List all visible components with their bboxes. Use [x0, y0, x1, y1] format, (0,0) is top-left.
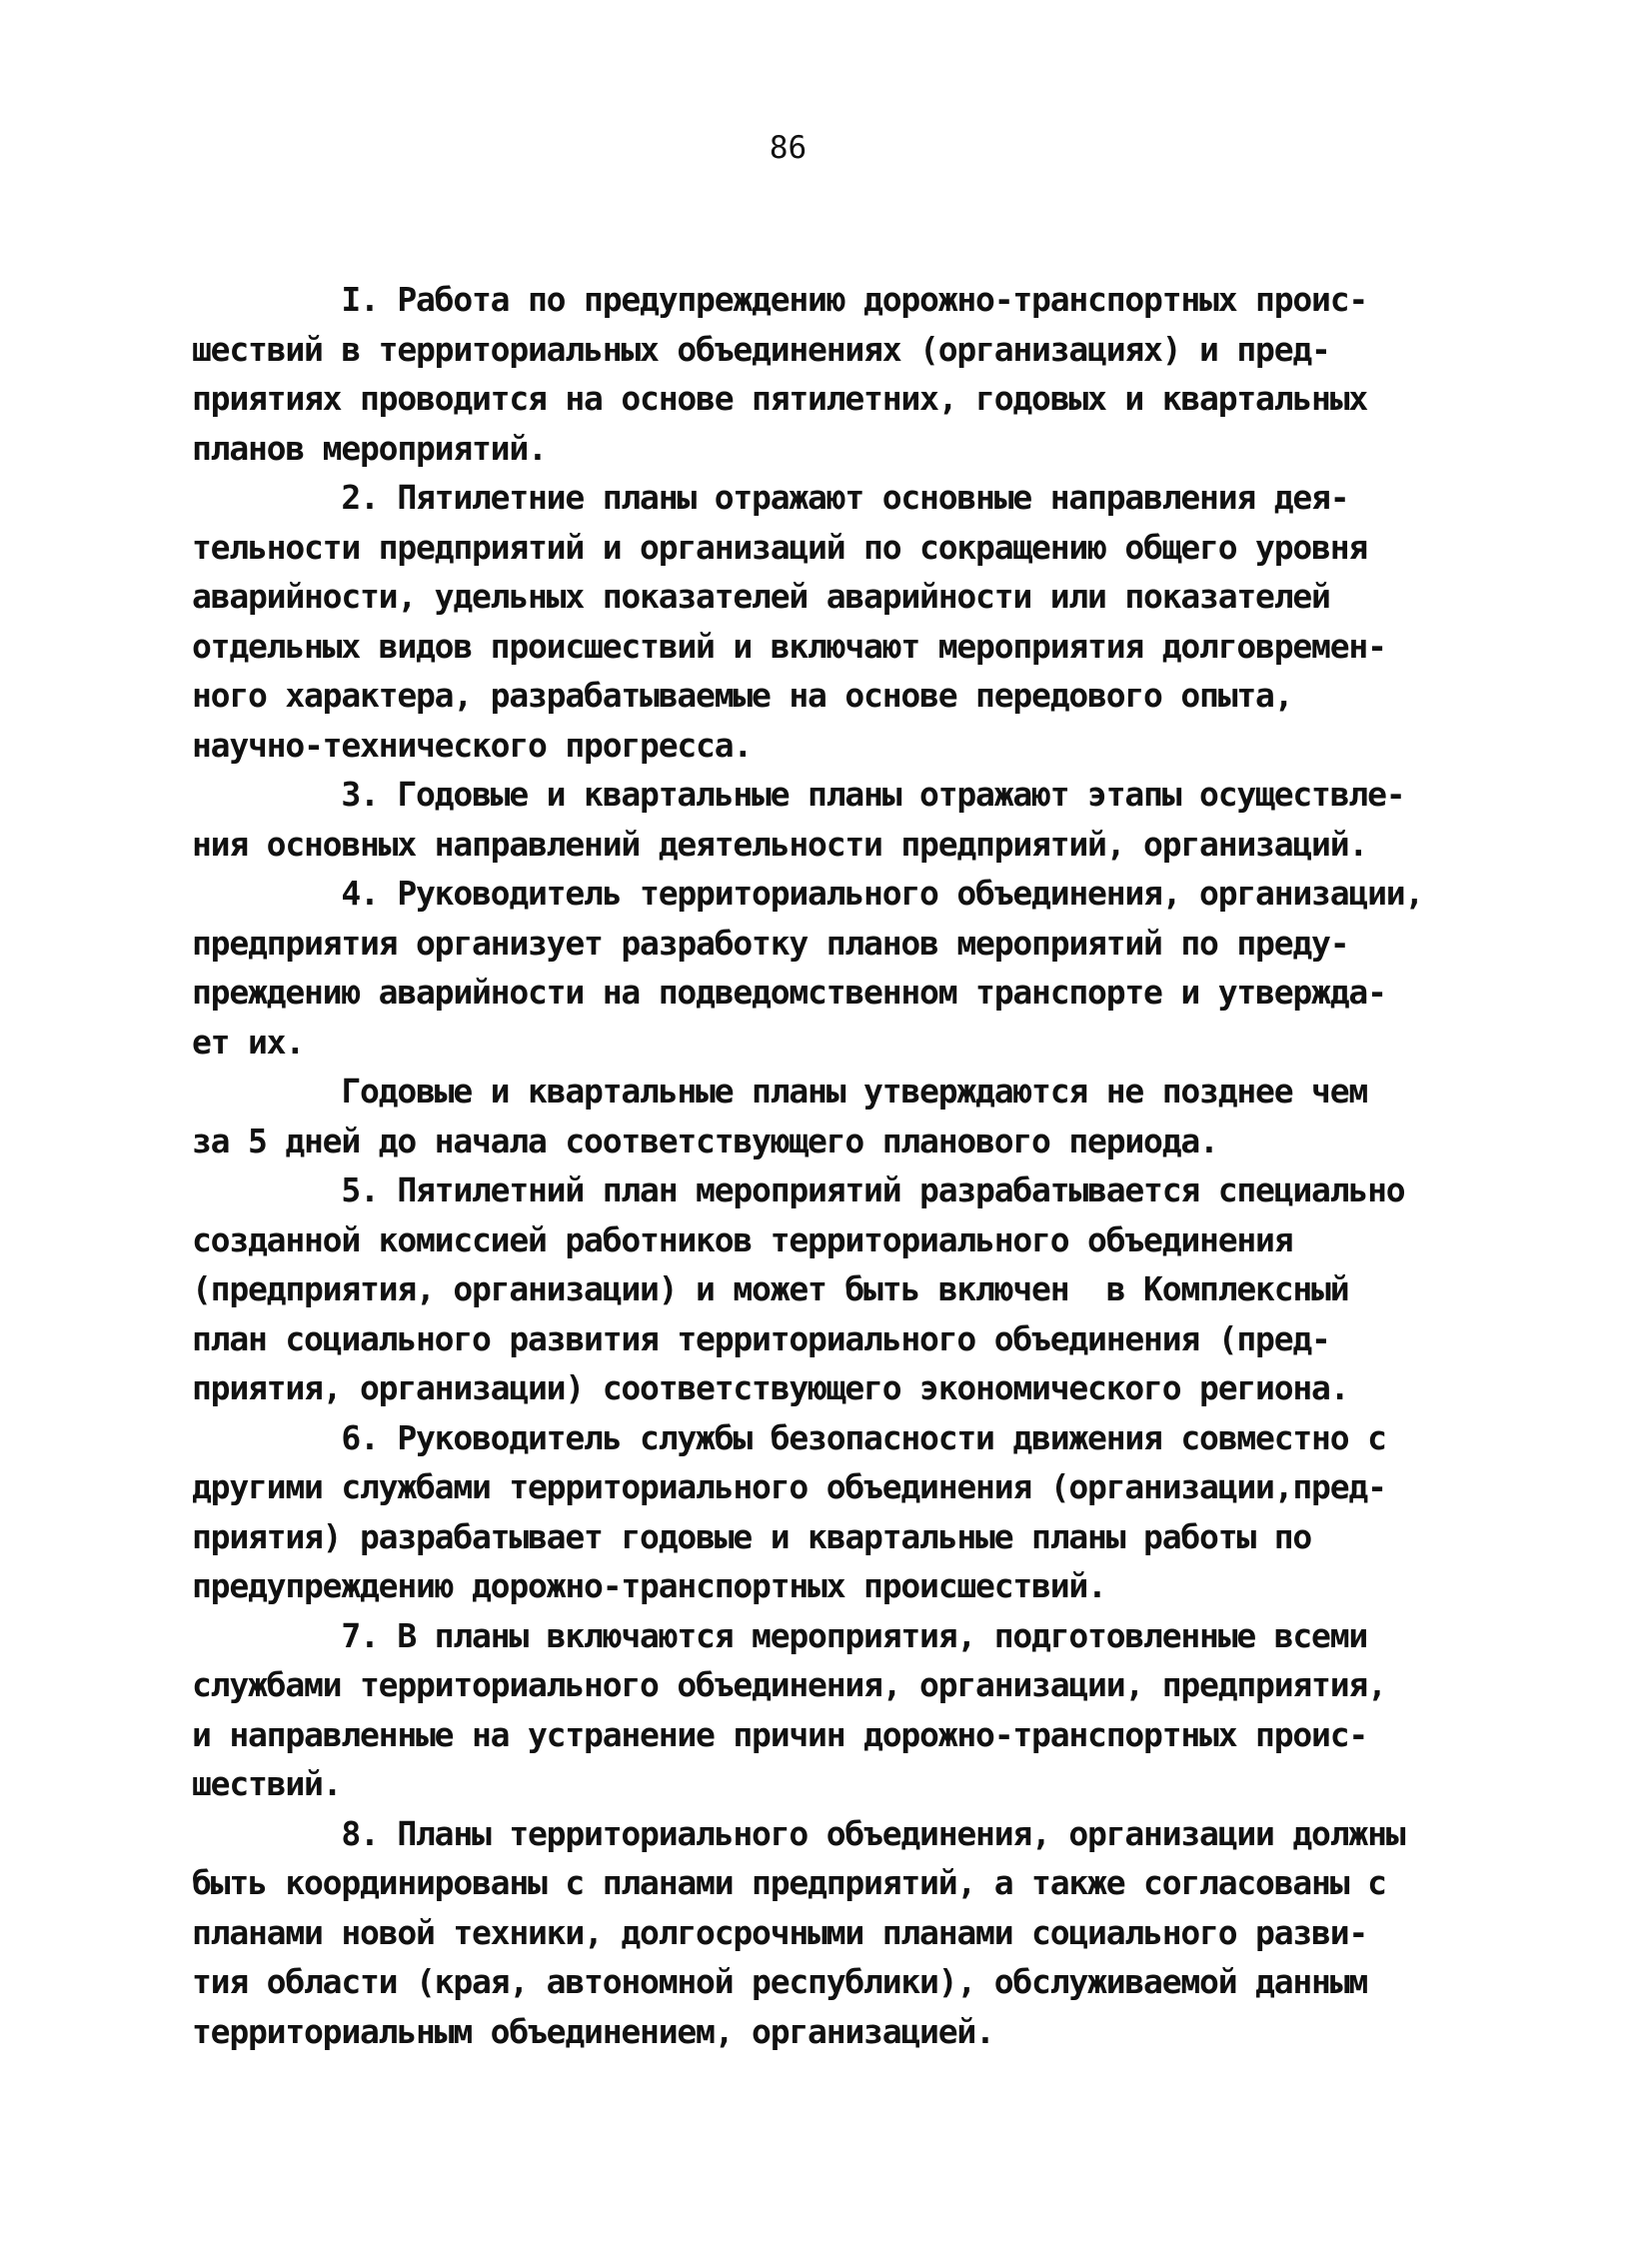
- text-line: службами территориального объединения, организации, предприятия,: [192, 1665, 1386, 1704]
- text-line: 4. Руководитель территориального объединения, организации,: [192, 874, 1424, 913]
- text-line: тия области (края, автономной республики), обслуживаемой данным: [192, 1962, 1368, 2001]
- page-number: 86: [769, 130, 808, 166]
- text-line: 6. Руководитель службы безопасности движения совместно с: [192, 1417, 1386, 1457]
- text-line: территориальным объединением, организацией.: [192, 2011, 994, 2051]
- text-line: тельности предприятий и организаций по сокращению общего уровня: [192, 527, 1368, 567]
- text-line: 3. Годовые и квартальные планы отражают этапы осуществле-: [192, 775, 1405, 814]
- text-line: (предприятия, организации) и может быть включен в Комплексный: [192, 1269, 1349, 1308]
- text-line: приятия, организации) соответствующего экономического региона.: [192, 1368, 1349, 1407]
- text-line: другими службами территориального объединения (организации,пред-: [192, 1467, 1386, 1506]
- text-line: ного характера, разрабатываемые на основе передового опыта,: [192, 676, 1293, 715]
- text-line: I. Работа по предупреждению дорожно-транспортных проис-: [192, 280, 1368, 319]
- text-line: Годовые и квартальные планы утверждаются не позднее чем: [192, 1072, 1368, 1111]
- text-line: ет их.: [192, 1022, 305, 1062]
- text-line: за 5 дней до начала соответствующего планового периода.: [192, 1121, 1218, 1160]
- document-body: [192, 275, 1491, 2056]
- text-line: и направленные на устранение причин дорожно-транспортных проис-: [192, 1714, 1368, 1754]
- text-line: планами новой техники, долгосрочными планами социального разви-: [192, 1912, 1368, 1952]
- text-line: 5. Пятилетний план мероприятий разрабатывается специально: [192, 1170, 1405, 1209]
- text-line: план социального развития территориального объединения (пред-: [192, 1318, 1330, 1358]
- text-line: созданной комиссией работников территориального объединения: [192, 1219, 1293, 1259]
- text-line: 8. Планы территориального объединения, организации должны: [192, 1813, 1405, 1853]
- text-line: планов мероприятий.: [192, 428, 547, 468]
- text-line: 7. В планы включаются мероприятия, подготовленные всеми: [192, 1615, 1368, 1655]
- text-line: приятия) разрабатывает годовые и квартальные планы работы по: [192, 1516, 1312, 1556]
- text-line: шествий.: [192, 1764, 342, 1803]
- text-line: отдельных видов происшествий и включают мероприятия долговремен-: [192, 626, 1386, 666]
- text-line: научно-технического прогресса.: [192, 725, 753, 765]
- text-line: предприятия организует разработку планов мероприятий по преду-: [192, 923, 1349, 963]
- text-line: аварийности, удельных показателей аварийности или показателей: [192, 577, 1330, 616]
- text-line: ния основных направлений деятельности предприятий, организаций.: [192, 824, 1368, 864]
- text-line: приятиях проводится на основе пятилетних, годовых и квартальных: [192, 379, 1368, 418]
- text-line: шествий в территориальных объединениях (организациях) и пред-: [192, 329, 1330, 369]
- text-line: преждению аварийности на подведомственном транспорте и утвержда-: [192, 973, 1386, 1012]
- text-line: 2. Пятилетние планы отражают основные направления дея-: [192, 478, 1349, 517]
- text-line: предупреждению дорожно-транспортных происшествий.: [192, 1566, 1106, 1605]
- text-line: быть координированы с планами предприятий, а также согласованы с: [192, 1863, 1386, 1902]
